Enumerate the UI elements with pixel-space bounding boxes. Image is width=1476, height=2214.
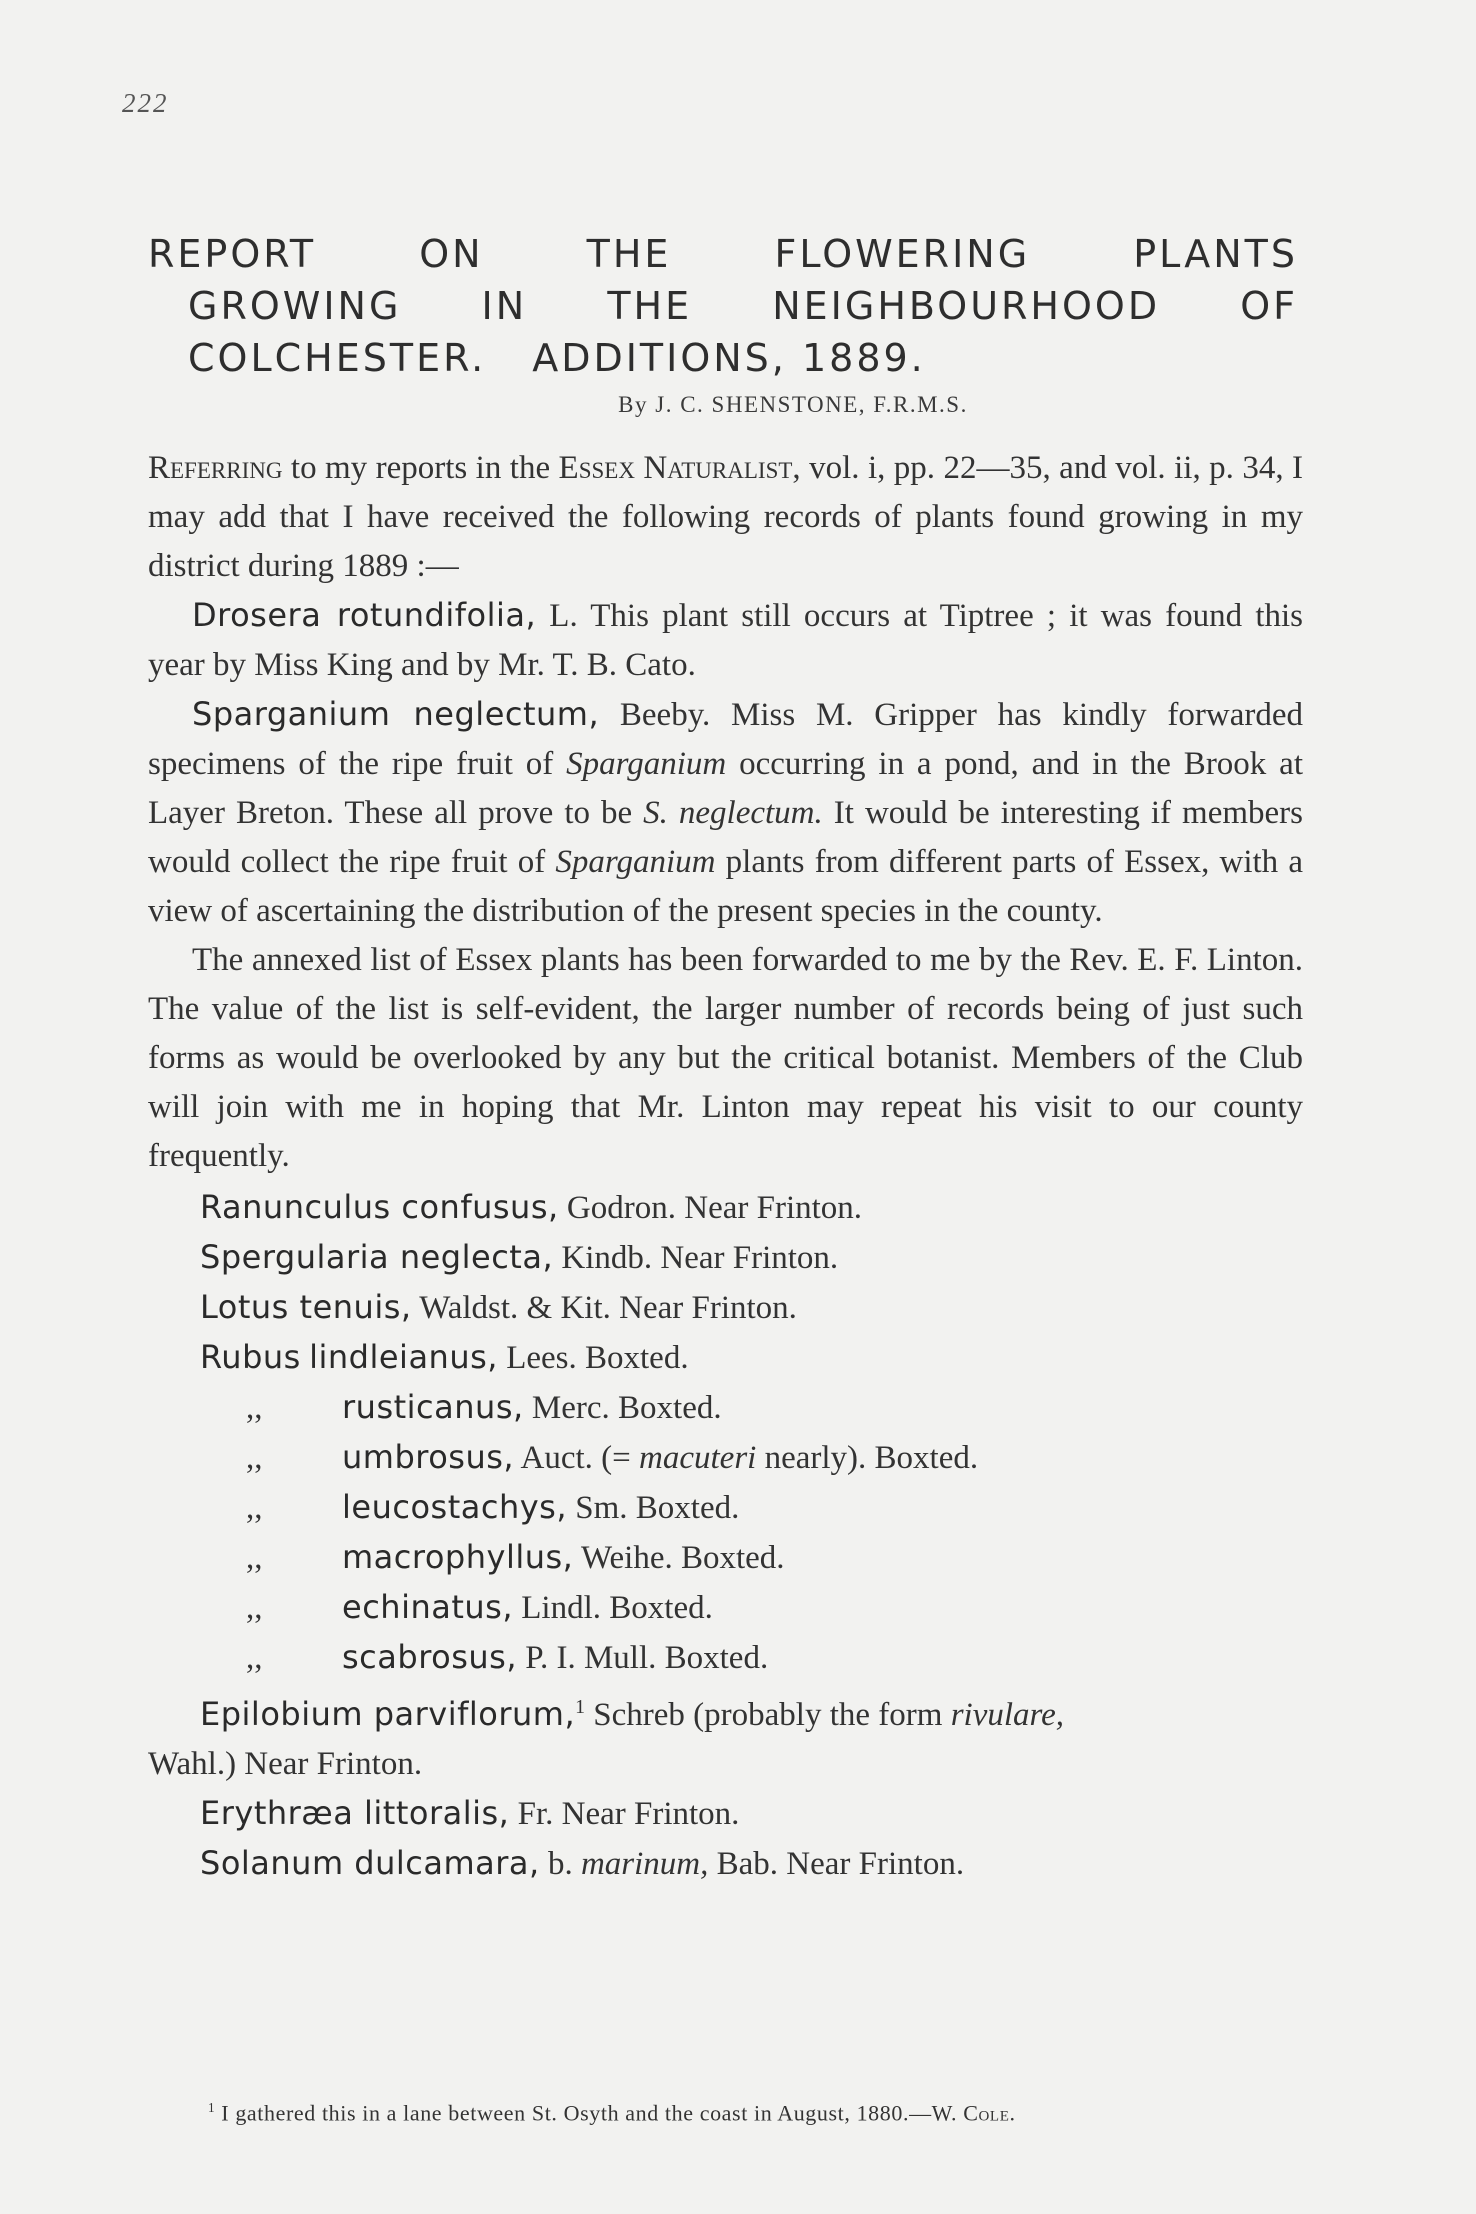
- paragraph-text: Beeby. Miss M. Gripper has kindly forwarded specimens of the ripe fruit of: [148, 697, 1303, 782]
- ditto-mark: ,,: [246, 1490, 263, 1526]
- footnote: [208, 2100, 1308, 2126]
- entry-text: Waldst. & Kit. Near Frinton.: [411, 1290, 797, 1326]
- footnote-number: 1: [208, 2100, 216, 2115]
- byline: By J. C. SHENSTONE, F.R.M.S.: [618, 392, 968, 417]
- ditto-mark: ,,: [246, 1390, 263, 1426]
- ditto-mark: ,,: [246, 1540, 263, 1576]
- species-name: Sparganium neglectum,: [192, 695, 600, 733]
- page-number: 222: [122, 88, 169, 118]
- title-word: PLANTS: [1133, 232, 1298, 276]
- entry-text: Auct. (=: [514, 1440, 640, 1476]
- list-item: [148, 1683, 1303, 1789]
- species-name: Lotus tenuis,: [200, 1288, 412, 1326]
- species-name: Erythræa littoralis,: [200, 1794, 510, 1832]
- ditto-mark: ,,: [246, 1590, 263, 1626]
- footnote-text: I gathered this in a lane between St. Osyth and the coast in August, 1880.—W.: [215, 2100, 964, 2126]
- title-word: REPORT: [148, 232, 317, 276]
- list-item: [148, 1633, 1303, 1683]
- italic-species: macuteri: [639, 1440, 757, 1476]
- title-line-2: [188, 280, 1298, 332]
- species-name: leucostachys,: [342, 1488, 568, 1526]
- paragraph-text: plants from different parts of Essex, with a view of ascertaining the distribution of the present species in the county.: [148, 844, 1303, 929]
- intro-paragraph: [148, 444, 1303, 591]
- italic-form: rivulare,: [950, 1697, 1065, 1733]
- entry-text: Wahl.) Near Frinton.: [148, 1746, 423, 1782]
- sparganium-paragraph: [148, 690, 1303, 936]
- plant-list: [148, 1183, 1303, 1889]
- entry-text: nearly). Boxted.: [756, 1440, 979, 1476]
- list-item: [148, 1233, 1303, 1283]
- species-name: macrophyllus,: [342, 1538, 574, 1576]
- footnote-ref: 1: [575, 1696, 586, 1718]
- italic-genus: Sparganium: [566, 746, 727, 782]
- entry-text: Kindb. Near Frinton.: [553, 1240, 839, 1276]
- title-line-1: [148, 228, 1298, 280]
- title-word: FLOWERING: [774, 232, 1031, 276]
- report-title: [148, 228, 1298, 384]
- list-item: [148, 1183, 1303, 1233]
- intro-text: to my reports in the: [282, 450, 559, 486]
- ditto-mark: ,,: [246, 1440, 263, 1476]
- annexed-paragraph: The annexed list of Essex plants has been forwarded to me by the Rev. E. F. Linton. The value of the list is self-evident, the larger number of records being of just such forms as would be overlooked by any but the critical botanist. Members of the Club will join with me in hoping that Mr. Linton may repeat his visit to our county frequently.: [148, 942, 1303, 1174]
- italic-genus: Sparganium: [555, 844, 716, 880]
- title-word: ON: [419, 232, 484, 276]
- italic-variety: marinum,: [580, 1846, 709, 1882]
- list-item: [148, 1839, 1303, 1889]
- entry-text: Lees. Boxted.: [497, 1340, 689, 1376]
- title-word: OF: [1240, 284, 1298, 328]
- drosera-paragraph: [148, 591, 1303, 690]
- list-item: [148, 1789, 1303, 1839]
- species-name: Solanum dulcamara,: [200, 1844, 540, 1882]
- species-name: Drosera rotundifolia,: [192, 596, 537, 634]
- italic-species: S. neglectum.: [643, 795, 823, 831]
- entry-text: Godron. Near Frinton.: [558, 1190, 863, 1226]
- article-body: [148, 444, 1303, 1889]
- title-word: ADDITIONS, 1889.: [532, 336, 926, 380]
- species-name: Epilobium parviflorum,: [200, 1695, 576, 1733]
- entry-text: Bab. Near Frinton.: [708, 1846, 965, 1882]
- list-item: [148, 1433, 1303, 1483]
- list-item: [148, 1583, 1303, 1633]
- title-word: IN: [481, 284, 528, 328]
- list-item: [148, 1333, 1303, 1383]
- list-item: [148, 1483, 1303, 1533]
- entry-text: Merc. Boxted.: [523, 1390, 722, 1426]
- title-word: GROWING: [188, 284, 402, 328]
- list-item: [148, 1533, 1303, 1583]
- entry-text: P. I. Mull. Boxted.: [517, 1640, 769, 1676]
- intro-text: , vol. i, pp. 22—35, and vol. ii, p. 34, I may add that I have received the following records of plants found growing in my district during 1889 :—: [148, 450, 1303, 584]
- genus-name: Rubus: [200, 1338, 301, 1376]
- species-name: Ranunculus confusus,: [200, 1188, 559, 1226]
- species-name: umbrosus,: [342, 1438, 515, 1476]
- title-line-3: [188, 332, 1298, 384]
- entry-text: Sm. Boxted.: [567, 1490, 740, 1526]
- entry-text: Fr. Near Frinton.: [509, 1796, 740, 1832]
- paragraph-text: L. This plant still occurs at Tiptree ; it was found this year by Miss King and by Mr. T. B. Cato.: [148, 598, 1304, 683]
- species-name: lindleianus,: [309, 1338, 498, 1376]
- ditto-mark: ,,: [246, 1640, 263, 1676]
- entry-text: Schreb (probably the form: [585, 1697, 951, 1733]
- title-word: THE: [586, 232, 672, 276]
- species-name: echinatus,: [342, 1588, 514, 1626]
- lead-word: Referring: [148, 450, 283, 486]
- journal-name: Essex Naturalist: [558, 450, 793, 486]
- title-word: THE: [607, 284, 693, 328]
- paragraph-text: occurring in a pond, and in the Brook at Layer Breton. These all prove to be: [148, 746, 1303, 831]
- title-word: NEIGHBOURHOOD: [772, 284, 1161, 328]
- title-word: COLCHESTER.: [188, 336, 487, 380]
- list-item: [148, 1283, 1303, 1333]
- footnote-author: Cole.: [963, 2100, 1016, 2126]
- species-name: rusticanus,: [342, 1388, 524, 1426]
- list-item: [148, 1383, 1303, 1433]
- species-name: Spergularia neglecta,: [200, 1238, 554, 1276]
- species-name: scabrosus,: [342, 1638, 518, 1676]
- entry-text: b.: [539, 1846, 581, 1882]
- entry-text: Weihe. Boxted.: [573, 1540, 785, 1576]
- paragraph-text: It would be interesting if members would collect the ripe fruit of: [148, 795, 1304, 880]
- entry-text: Lindl. Boxted.: [513, 1590, 713, 1626]
